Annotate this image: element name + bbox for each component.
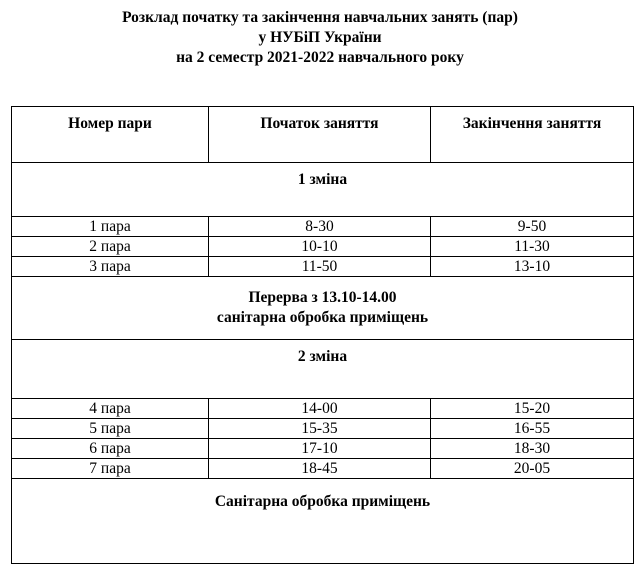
start-time-cell: 11-50 (209, 257, 431, 277)
end-time-cell: 18-30 (431, 439, 634, 459)
start-time-cell: 15-35 (209, 419, 431, 439)
table-row (12, 459, 634, 479)
table-row (12, 439, 634, 459)
shift-1-row (12, 163, 634, 217)
end-time-cell: 15-20 (431, 399, 634, 419)
break-sanitation-text: санітарна обробка приміщень (216, 309, 429, 326)
column-header-pair-number: Номер пари (12, 107, 209, 163)
start-time-cell: 17-10 (209, 439, 431, 459)
document-header (0, 8, 640, 68)
end-time-cell: 16-55 (431, 419, 634, 439)
break-row (12, 277, 634, 340)
table-row (12, 237, 634, 257)
shift-2-row (12, 340, 634, 399)
table-row (12, 419, 634, 439)
final-note-row (12, 479, 634, 564)
pair-number-cell: 2 пара (12, 237, 209, 257)
break-time-text: Перерва з 13.10-14.00 (248, 289, 397, 306)
pair-number-cell: 6 пара (12, 439, 209, 459)
schedule-table (11, 106, 634, 564)
pair-number-cell: 1 пара (12, 217, 209, 237)
start-time-cell: 18-45 (209, 459, 431, 479)
table-row (12, 257, 634, 277)
start-time-cell: 14-00 (209, 399, 431, 419)
column-header-start: Початок заняття (209, 107, 431, 163)
break-note-cell (12, 277, 634, 340)
end-time-cell: 13-10 (431, 257, 634, 277)
table-row (12, 217, 634, 237)
start-time-cell: 8-30 (209, 217, 431, 237)
shift-2-label: 2 зміна (12, 340, 634, 399)
pair-number-cell: 5 пара (12, 419, 209, 439)
end-time-cell: 11-30 (431, 237, 634, 257)
shift-1-label: 1 зміна (12, 163, 634, 217)
title-line-3: на 2 семестр 2021-2022 навчального року (176, 49, 464, 66)
table-header-row (12, 107, 634, 163)
end-time-cell: 9-50 (431, 217, 634, 237)
title-line-2: у НУБіП України (258, 29, 382, 46)
start-time-cell: 10-10 (209, 237, 431, 257)
pair-number-cell: 4 пара (12, 399, 209, 419)
pair-number-cell: 7 пара (12, 459, 209, 479)
column-header-end: Закінчення заняття (431, 107, 634, 163)
title-line-1: Розклад початку та закінчення навчальних занять (пар) (122, 9, 518, 26)
pair-number-cell: 3 пара (12, 257, 209, 277)
end-time-cell: 20-05 (431, 459, 634, 479)
table-row (12, 399, 634, 419)
final-sanitation-note: Санітарна обробка приміщень (12, 479, 634, 564)
